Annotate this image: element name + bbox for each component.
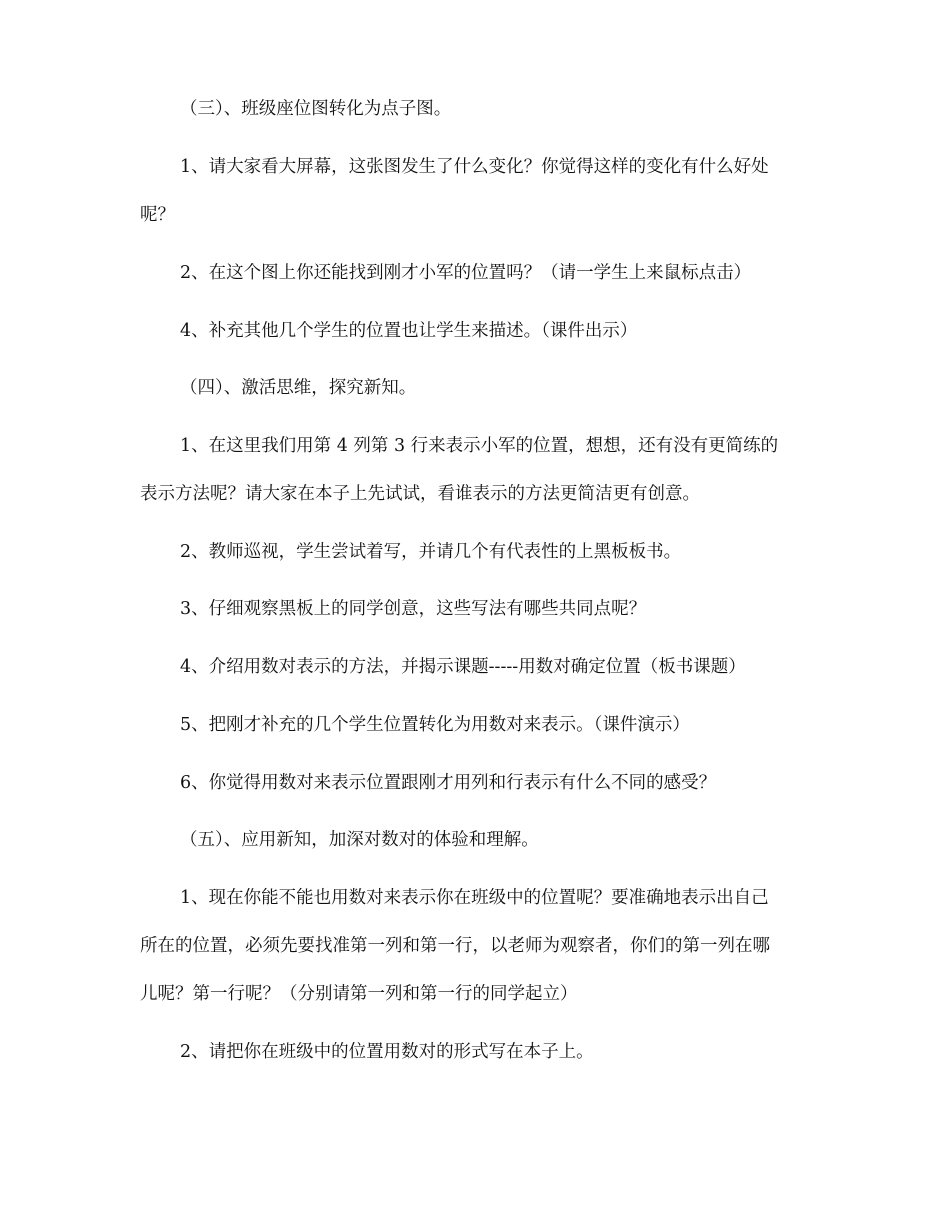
paragraph-line: 2、教师巡视，学生尝试着写，并请几个有代表性的上黑板板书。 [180, 542, 682, 562]
paragraph-line: 表示方法呢？请大家在本子上先试试，看谁表示的方法更简洁更有创意。 [140, 484, 700, 504]
paragraph-line: 儿呢？第一行呢？（分别请第一列和第一行的同学起立） [140, 984, 578, 1004]
paragraph-line: 3、仔细观察黑板上的同学创意，这些写法有哪些共同点呢？ [180, 599, 647, 619]
paragraph-line: 呢？ [140, 205, 175, 225]
paragraph-line: 4、补充其他几个学生的位置也让学生来描述。（课件出示） [180, 321, 638, 341]
section-heading-3: （三）、班级座位图转化为点子图。 [180, 99, 452, 119]
paragraph-line: 1、现在你能不能也用数对来表示你在班级中的位置呢？要准确地表示出自己 [180, 888, 769, 908]
paragraph-line: 2、在这个图上你还能找到刚才小军的位置吗？（请一学生上来鼠标点击） [180, 263, 752, 283]
section-heading-5: （五）、应用新知，加深对数对的体验和理解。 [180, 830, 539, 850]
section-heading-4: （四）、激活思维，探究新知。 [180, 378, 417, 398]
paragraph-line: 6、你觉得用数对来表示位置跟刚才用列和行表示有什么不同的感受？ [180, 773, 717, 793]
paragraph-line: 1、请大家看大屏幕，这张图发生了什么变化？你觉得这样的变化有什么好处 [180, 157, 769, 177]
paragraph-line: 1、在这里我们用第 4 列第 3 行来表示小军的位置，想想，还有没有更简练的 [180, 436, 779, 456]
paragraph-line: 5、把刚才补充的几个学生位置转化为用数对来表示。（课件演示） [180, 715, 690, 735]
paragraph-line: 2、请把你在班级中的位置用数对的形式写在本子上。 [180, 1042, 594, 1062]
paragraph-line: 所在的位置，必须先要找准第一列和第一行，以老师为观察者，你们的第一列在哪 [140, 936, 770, 956]
paragraph-line: 4、介绍用数对表示的方法，并揭示课题-----用数对确定位置（板书课题） [180, 657, 746, 677]
